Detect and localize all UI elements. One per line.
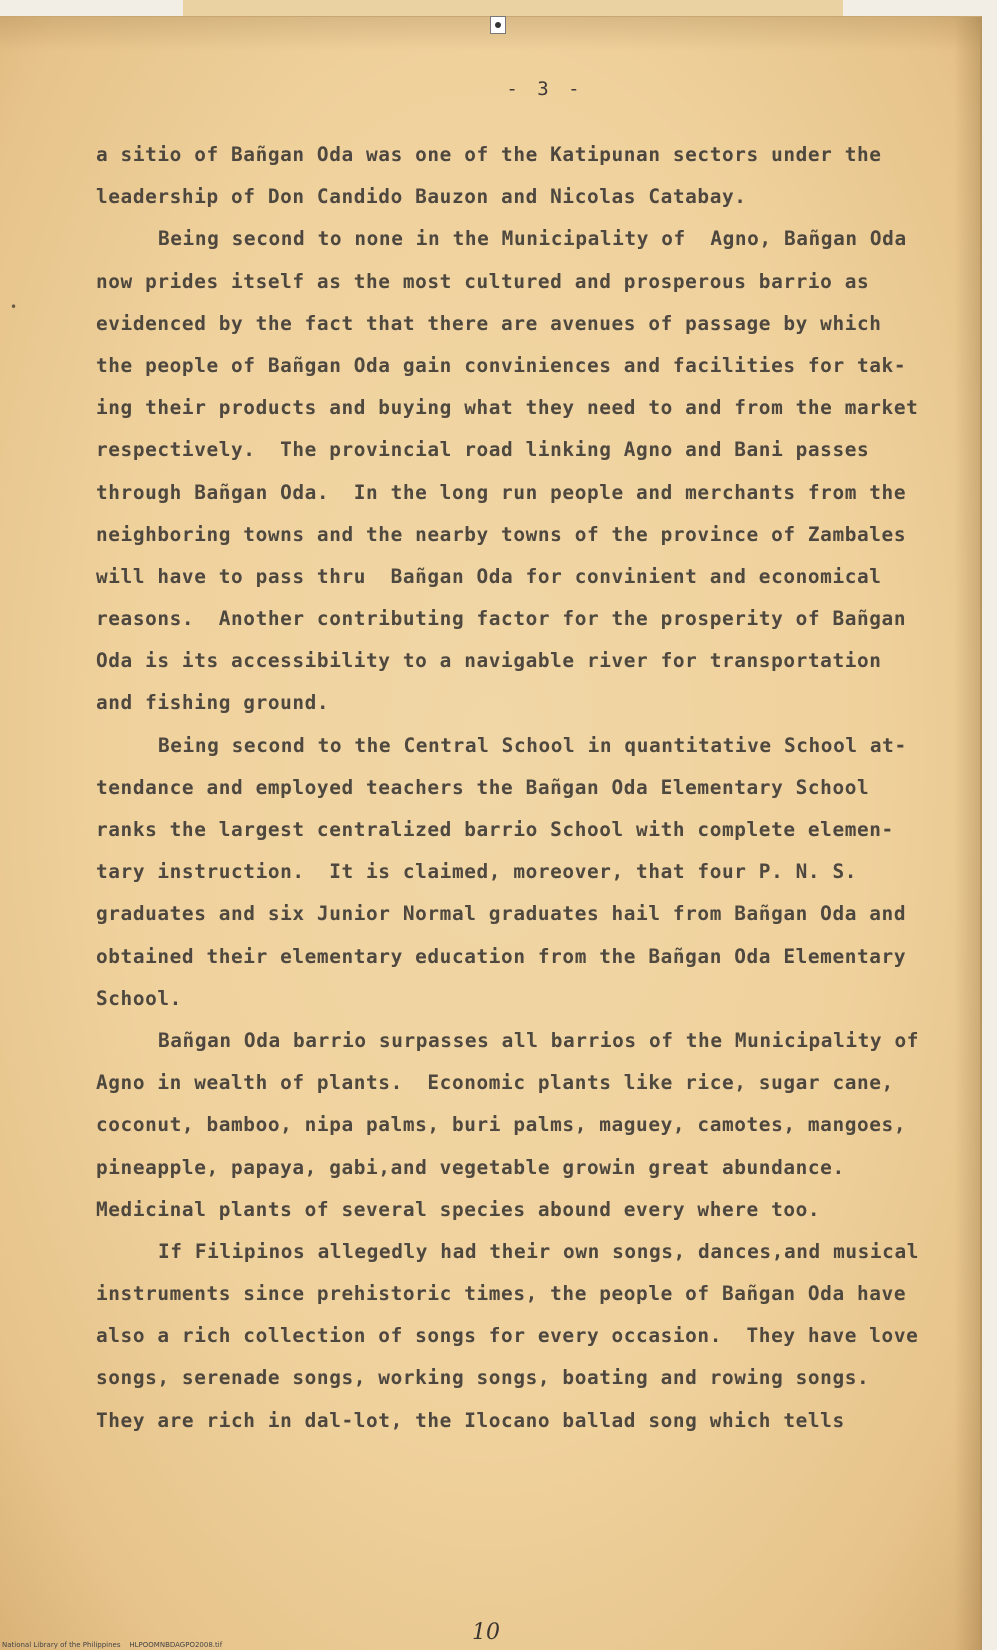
text-line: obtained their elementary education from the Bañgan Oda Elementary: [96, 944, 907, 968]
text-line: the people of Bañgan Oda gain conviniences and facilities for tak-: [96, 353, 907, 377]
text-line: also a rich collection of songs for every occasion. They have love: [96, 1324, 919, 1348]
margin-speck: •: [10, 300, 18, 314]
text-line: a sitio of Bañgan Oda was one of the Katipunan sectors under the: [96, 143, 882, 166]
archive-footer-caption: National Library of the Philippines HLPOOMNBDAGPO2008.tif: [2, 1641, 223, 1649]
typed-body-text: [96, 134, 956, 1442]
text-line: Being second to the Central School in quantitative School at-: [158, 733, 907, 757]
text-line: tary instruction. It is claimed, moreover, that four P. N. S.: [96, 860, 857, 884]
text-line: Bañgan Oda barrio surpasses all barrios of the Municipality of: [158, 1028, 919, 1052]
text-line: ranks the largest centralized barrio School with complete elemen-: [96, 818, 894, 841]
text-line: Agno in wealth of plants. Economic plants like rice, sugar cane,: [96, 1071, 894, 1095]
text-line: Oda is its accessibility to a navigable river for transportation: [96, 649, 882, 673]
text-line: ing their products and buying what they need to and from the market: [96, 396, 919, 420]
text-line: School.: [96, 986, 182, 1010]
text-line: Being second to none in the Municipality of Agno, Bañgan Oda: [158, 227, 907, 251]
text-line: songs, serenade songs, working songs, boating and rowing songs.: [96, 1366, 870, 1390]
text-line: will have to pass thru Bañgan Oda for convinient and economical: [96, 564, 882, 588]
text-line: neighboring towns and the nearby towns of the province of Zambales: [96, 522, 907, 546]
page-number: - 3 -: [506, 78, 584, 100]
text-line: They are rich in dal-lot, the Ilocano ballad song which tells: [96, 1408, 845, 1432]
text-line: now prides itself as the most cultured and prosperous barrio as: [96, 269, 870, 293]
text-line: through Bañgan Oda. In the long run people and merchants from the: [96, 480, 907, 504]
text-line: reasons. Another contributing factor for the prosperity of Bañgan: [96, 607, 907, 631]
text-line: If Filipinos allegedly had their own songs, dances,and musical: [158, 1239, 919, 1263]
text-line: leadership of Don Candido Bauzon and Nicolas Catabay.: [96, 185, 747, 209]
text-line: evidenced by the fact that there are avenues of passage by which: [96, 311, 882, 335]
text-line: tendance and employed teachers the Bañgan Oda Elementary School: [96, 775, 870, 799]
text-line: instruments since prehistoric times, the people of Bañgan Oda have: [96, 1282, 907, 1306]
text-line: pineapple, papaya, gabi,and vegetable growin great abundance.: [96, 1155, 845, 1179]
text-line: graduates and six Junior Normal graduates hail from Bañgan Oda and: [96, 902, 907, 926]
text-line: and fishing ground.: [96, 691, 330, 715]
handwritten-folio-number: 10: [472, 1620, 500, 1645]
text-line: coconut, bamboo, nipa palms, buri palms, maguey, camotes, mangoes,: [96, 1113, 907, 1137]
text-line: Medicinal plants of several species abound every where too.: [96, 1197, 821, 1221]
text-line: respectively. The provincial road linking Agno and Bani passes: [96, 438, 870, 462]
reel-marker-icon: [490, 16, 506, 34]
